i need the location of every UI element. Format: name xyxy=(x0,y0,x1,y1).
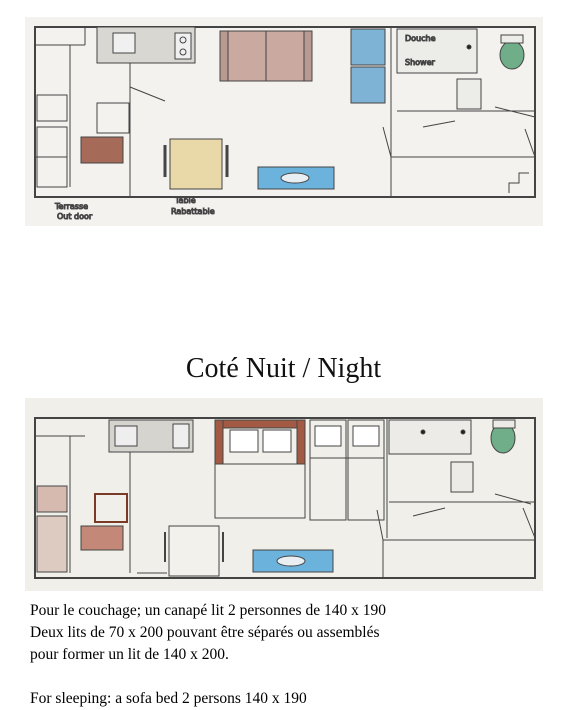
description-fr-line: Deux lits de 70 x 200 pouvant être séparés ou assemblés xyxy=(30,624,380,641)
table-label-fr: Table xyxy=(175,196,196,205)
pillow xyxy=(263,430,291,452)
cupboard xyxy=(391,157,535,197)
description-fr-line: pour former un lit de 140 x 200. xyxy=(30,646,229,663)
night-section-title: Coté Nuit / Night xyxy=(185,353,382,384)
folding-table xyxy=(170,139,222,189)
toilet-icon xyxy=(500,41,524,69)
night-floor-plan xyxy=(25,398,543,591)
pillow xyxy=(230,430,258,452)
armchair xyxy=(97,103,129,133)
terrace-label-fr: Terrasse xyxy=(55,202,89,211)
dining-table xyxy=(169,526,219,576)
shower-label-en: Shower xyxy=(405,58,435,67)
bathroom-sink xyxy=(451,462,473,492)
shower xyxy=(389,420,471,454)
description-fr-line: Pour le couchage; un canapé lit 2 personnes de 140 x 190 xyxy=(30,602,386,619)
sink-icon xyxy=(115,426,137,446)
terrace-label-en: Out door xyxy=(57,212,93,221)
cupboard xyxy=(383,540,535,578)
description-en-line: For sleeping: a sofa bed 2 persons 140 x 190 xyxy=(30,690,307,707)
coffee-table xyxy=(81,137,123,163)
day-floor-plan xyxy=(25,17,543,226)
blue-bed xyxy=(351,29,385,65)
cooktop-icon xyxy=(173,424,189,448)
sink-icon xyxy=(113,33,135,53)
sleeping-description xyxy=(30,600,560,710)
shower-label-fr: Douche xyxy=(405,34,436,43)
terrace-chair xyxy=(37,516,67,572)
terrace-chair xyxy=(37,95,67,121)
blue-bed xyxy=(351,67,385,103)
table-label-en: Rabattable xyxy=(171,207,215,216)
bathroom-sink xyxy=(457,79,481,109)
coffee-table xyxy=(81,526,123,550)
terrace-chair xyxy=(37,486,67,512)
armchair xyxy=(95,494,127,522)
